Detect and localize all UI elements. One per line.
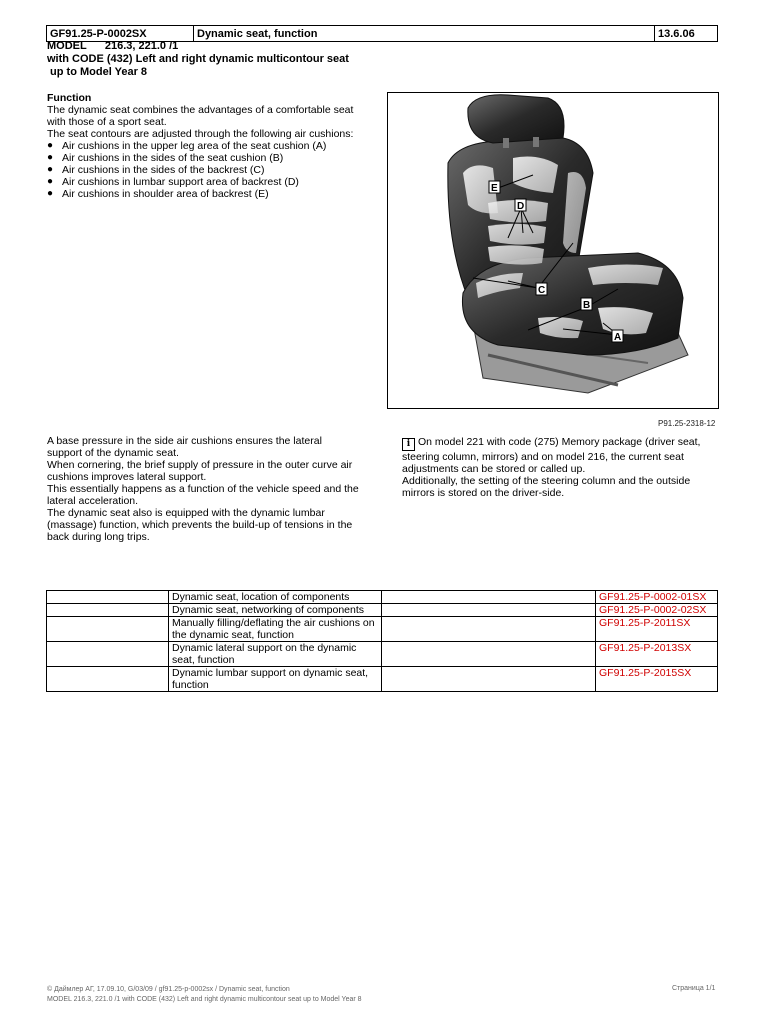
function-section: [47, 92, 367, 200]
text-line: The dynamic seat also is equipped with the dynamic lumbar: [47, 507, 325, 519]
callout-e: [489, 181, 500, 194]
function-heading: Function: [47, 92, 92, 104]
link-title: Dynamic lumbar support on dynamic seat, function: [169, 667, 382, 692]
function-para-1b: with those of a sport seat.: [47, 116, 167, 128]
table-row: [47, 642, 718, 667]
text-line: back during long trips.: [47, 531, 150, 543]
callout-label: D: [517, 201, 525, 212]
callout-label: A: [614, 332, 622, 343]
doc-link[interactable]: GF91.25-P-2013SX: [596, 642, 718, 667]
text-line: When cornering, the brief supply of pressure in the outer curve air: [47, 459, 353, 471]
doc-link[interactable]: GF91.25-P-2011SX: [596, 617, 718, 642]
link-title: Manually filling/deflating the air cushions on the dynamic seat, function: [169, 617, 382, 642]
function-para-1a: The dynamic seat combines the advantages of a comfortable seat: [47, 104, 354, 116]
doc-link[interactable]: GF91.25-P-0002-02SX: [596, 604, 718, 617]
link-title: Dynamic lateral support on the dynamic seat, function: [169, 642, 382, 667]
text-line: cushions improves lateral support.: [47, 471, 207, 483]
callout-c: [536, 283, 547, 296]
doc-link[interactable]: GF91.25-P-2015SX: [596, 667, 718, 692]
link-title: Dynamic seat, networking of components: [169, 604, 382, 617]
list-item: ● Air cushions in the sides of the seat cushion (B): [47, 152, 367, 164]
note-line: adjustments can be stored or called up.: [402, 463, 586, 475]
doc-id: GF91.25-P-0002SX: [47, 26, 194, 42]
doc-link[interactable]: GF91.25-P-0002-01SX: [596, 591, 718, 604]
model-line-2: with CODE (432) Left and right dynamic multicontour seat: [47, 53, 349, 65]
seat-figure: [387, 92, 719, 409]
model-line-1: MODEL 216.3, 221.0 /1: [47, 40, 179, 52]
footer-line-2: MODEL 216.3, 221.0 /1 with CODE (432) Left and right dynamic multicontour seat up to Model Year 8: [47, 996, 362, 1003]
text-line: This essentially happens as a function of the vehicle speed and the: [47, 483, 359, 495]
table-row: [47, 667, 718, 692]
info-icon: i: [402, 438, 415, 451]
callout-b: [581, 298, 592, 311]
callout-label: B: [583, 300, 591, 311]
callout-label: E: [491, 183, 498, 194]
footer-line-1: © Даймлер АГ, 17.09.10, G/03/09 / gf91.25-p-0002sx / Dynamic seat, function: [47, 986, 290, 993]
note-line: Additionally, the setting of the steering column and the outside: [402, 475, 691, 487]
text-line: support of the dynamic seat.: [47, 447, 179, 459]
text-line: (massage) function, which prevents the build-up of tensions in the: [47, 519, 353, 531]
callout-d: [515, 199, 526, 212]
function-para-2: The seat contours are adjusted through the following air cushions:: [47, 128, 354, 140]
list-item: ● Air cushions in the upper leg area of the seat cushion (A): [47, 140, 367, 152]
text-line: A base pressure in the side air cushions ensures the lateral: [47, 435, 322, 447]
list-item: ● Air cushions in lumbar support area of backrest (D): [47, 176, 367, 188]
list-item: ● Air cushions in shoulder area of backrest (E): [47, 188, 367, 200]
seat-illustration: [388, 93, 718, 408]
lateral-support-text: [47, 435, 367, 543]
related-documents-table: [46, 590, 718, 692]
list-item: ● Air cushions in the sides of the backrest (C): [47, 164, 367, 176]
page-number: Страница 1/1: [672, 985, 716, 992]
air-cushion-list: [47, 140, 367, 200]
figure-reference: P91.25-2318-12: [658, 419, 716, 428]
callout-a: [612, 330, 623, 343]
text-line: lateral acceleration.: [47, 495, 139, 507]
note-line: mirrors is stored on the driver-side.: [402, 487, 565, 499]
link-title: Dynamic seat, location of components: [169, 591, 382, 604]
note-line: steering column, mirrors) and on model 216, the current seat: [402, 451, 684, 463]
model-block: [47, 40, 349, 79]
footer: [47, 985, 362, 1005]
table-row: [47, 604, 718, 617]
table-row: [47, 617, 718, 642]
doc-title: Dynamic seat, function: [194, 26, 655, 42]
note-line: On model 221 with code (275) Memory package (driver seat,: [418, 436, 701, 448]
table-row: [47, 591, 718, 604]
callout-label: C: [538, 285, 546, 296]
model-line-3: up to Model Year 8: [47, 66, 148, 78]
info-note: [402, 436, 718, 499]
doc-date: 13.6.06: [655, 26, 718, 42]
